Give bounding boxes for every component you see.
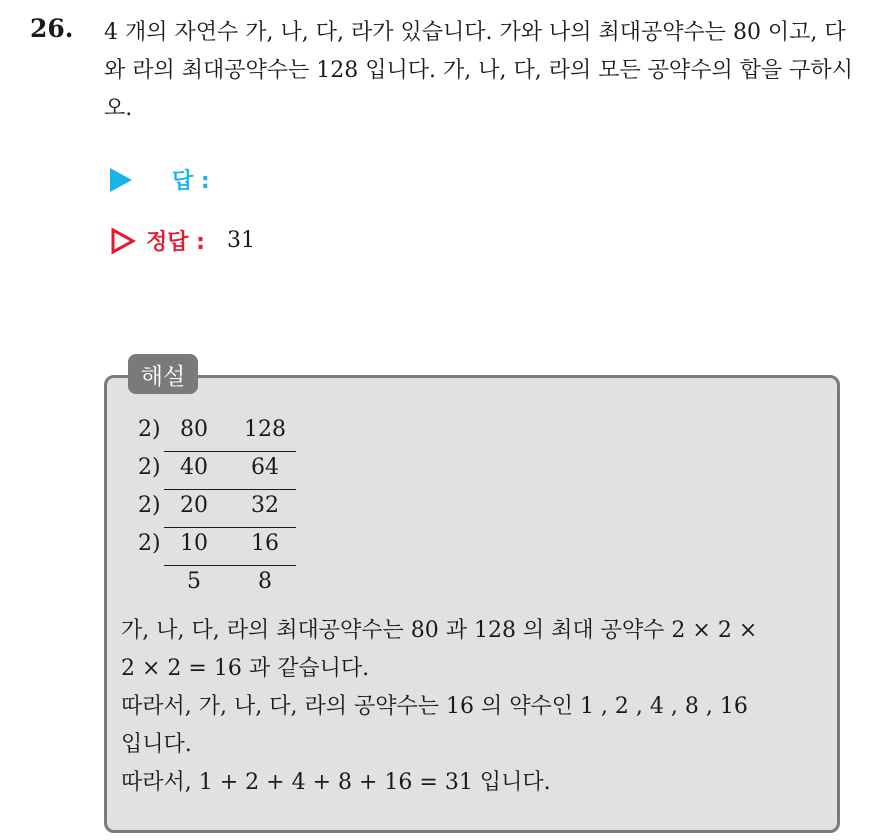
ladder-divisor: 2) [138,493,161,518]
ladder-value-a: 5 [187,569,201,594]
question-number: 26. [30,14,74,43]
ladder-value-a: 20 [180,493,208,518]
solution-line: 입니다. [121,732,192,757]
correct-answer-label: 정답 : [146,230,205,255]
ladder-rule [164,527,296,528]
ladder-value-b: 16 [251,531,279,556]
ladder-rule [164,451,296,452]
outline-triangle-icon [110,227,136,255]
ladder-value-a: 40 [180,455,208,480]
ladder-divisor: 2) [138,455,161,480]
explanation-tag: 해설 [128,354,198,394]
ladder-value-b: 64 [251,455,279,480]
answer-row [110,164,210,195]
correct-answer-row [110,225,255,256]
ladder-divisor: 2) [138,417,161,442]
ladder-value-a: 10 [180,531,208,556]
ladder-value-b: 8 [258,569,272,594]
solution-line: 따라서, 1 + 2 + 4 + 8 + 16 = 31 입니다. [121,770,551,795]
ladder-rule [164,489,296,490]
ladder-value-b: 32 [251,493,279,518]
solution-line: 따라서, 가, 나, 다, 라의 공약수는 16 의 약수인 1 , 2 , 4 , 8 , 16 [121,694,748,719]
ladder-rule [164,565,296,566]
ladder-divisor: 2) [138,531,161,556]
question-text: 4 개의 자연수 가, 나, 다, 라가 있습니다. 가와 나의 최대공약수는 80 이고, 다와 라의 최대공약수는 128 입니다. 가, 나, 다, 라의 모든 공약수의 합을 구하시오. [104,20,853,121]
solution-text [121,612,831,802]
solution-line: 2 × 2 = 16 과 같습니다. [121,656,370,681]
play-triangle-icon [110,168,132,192]
ladder-value-b: 128 [244,417,286,442]
ladder-value-a: 80 [180,417,208,442]
solution-line: 가, 나, 다, 라의 최대공약수는 80 과 128 의 최대 공약수 2 × 2 × [121,618,758,643]
correct-answer-value: 31 [226,228,255,253]
answer-label: 답 : [172,169,210,194]
